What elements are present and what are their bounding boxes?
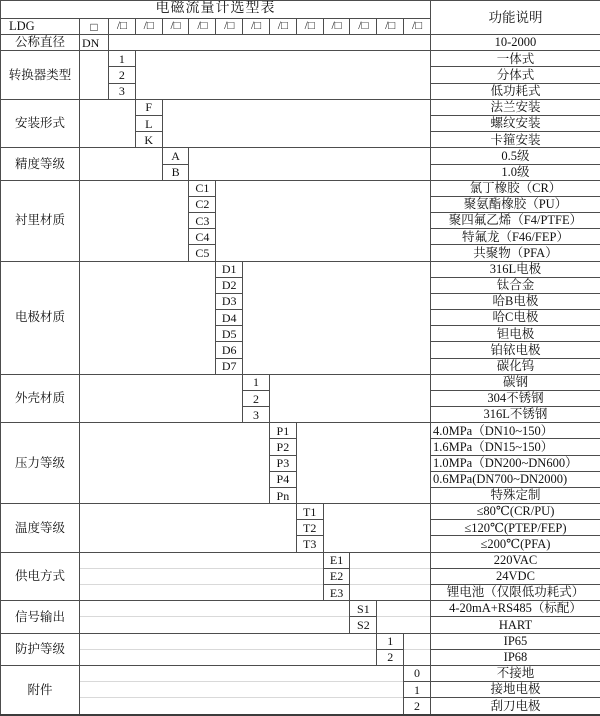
code-cell: 2 [377,649,404,665]
spacer-cell [80,682,404,698]
category-label: 附件 [1,665,80,715]
code-cell: A [162,148,189,164]
code-slot: /□ [323,18,350,34]
code-cell: 2 [109,67,136,83]
code-slot: /□ [296,18,323,34]
spacer-cell [80,584,324,600]
description-cell: 聚氨酯橡胶（PU） [430,196,600,212]
code-cell: D3 [216,293,243,309]
description-cell: 不接地 [430,665,600,681]
spacer-cell [80,180,189,261]
code-slot: /□ [162,18,189,34]
code-cell: Pn [269,487,296,503]
code-cell: K [135,132,162,148]
spacer-cell [80,601,350,617]
spacer-cell [80,374,243,423]
description-cell: 220VAC [430,552,600,568]
spacer-cell [80,423,270,504]
spacer-cell [243,261,431,374]
code-slot: /□ [377,18,404,34]
category-label: 外壳材质 [1,374,80,423]
spacer-cell [296,423,430,504]
description-cell: 铂铱电极 [430,342,600,358]
code-slot: /□ [404,18,431,34]
code-cell: D2 [216,277,243,293]
spacer-cell [350,568,431,584]
code-slot: /□ [216,18,243,34]
category-label: 精度等级 [1,148,80,180]
code-cell: T3 [296,536,323,552]
description-cell: 低功耗式 [430,83,600,99]
code-cell: 1 [243,374,270,390]
code-slot: /□ [350,18,377,34]
description-cell: 0.6MPa(DN700~DN2000) [430,471,600,487]
code-cell: P4 [269,471,296,487]
code-cell: 0 [404,665,431,681]
description-cell: 螺纹安装 [430,116,600,132]
description-cell: 接地电极 [430,682,600,698]
description-cell: 304不锈钢 [430,390,600,406]
code-cell: DN [80,35,109,51]
code-cell: C5 [189,245,216,261]
description-cell: ≤120℃(PTEP/FEP) [430,520,600,536]
code-cell: D6 [216,342,243,358]
code-slot: /□ [109,18,136,34]
description-cell: 0.5级 [430,148,600,164]
description-cell: 法兰安装 [430,99,600,115]
category-label: 安装形式 [1,99,80,148]
category-label: 信号输出 [1,601,80,633]
code-cell: 2 [404,698,431,715]
description-cell: 特氟龙（F46/FEP） [430,229,600,245]
description-cell: 10-2000 [430,35,600,51]
description-cell: IP68 [430,649,600,665]
spacer-cell [350,584,431,600]
description-cell: 钛合金 [430,277,600,293]
code-cell: C4 [189,229,216,245]
category-label: 温度等级 [1,504,80,553]
spacer-cell [80,633,377,649]
code-cell: E3 [323,584,350,600]
description-cell: 1.6MPa（DN15~150） [430,439,600,455]
description-cell: 哈B电极 [430,293,600,309]
description-cell: 特殊定制 [430,487,600,503]
description-cell: 碳钢 [430,374,600,390]
description-cell: 氯丁橡胶（CR） [430,180,600,196]
code-cell: 3 [243,407,270,423]
code-cell: 3 [109,83,136,99]
description-cell: HART [430,617,600,633]
spacer-cell [80,99,136,148]
category-label: 转换器类型 [1,51,80,100]
spacer-cell [269,374,430,423]
description-cell: 316L不锈钢 [430,407,600,423]
description-cell: 钽电极 [430,326,600,342]
spacer-cell [216,180,431,261]
code-cell: D1 [216,261,243,277]
description-cell: 24VDC [430,568,600,584]
code-cell: T1 [296,504,323,520]
code-cell: C3 [189,213,216,229]
spacer-cell [80,649,377,665]
code-cell: 2 [243,390,270,406]
code-slot: /□ [269,18,296,34]
code-cell: L [135,116,162,132]
code-cell: P1 [269,423,296,439]
spacer-cell [80,504,297,553]
category-label: 电极材质 [1,261,80,374]
code-slot: /□ [135,18,162,34]
spacer-cell [80,617,350,633]
description-cell: 刮刀电极 [430,698,600,715]
description-cell: 哈C电极 [430,310,600,326]
code-cell: D5 [216,326,243,342]
code-cell: D4 [216,310,243,326]
description-cell: ≤80℃(CR/PU) [430,504,600,520]
description-cell: 卡箍安装 [430,132,600,148]
description-cell: 1.0级 [430,164,600,180]
code-cell: 1 [109,51,136,67]
code-cell: 1 [377,633,404,649]
code-cell: C2 [189,196,216,212]
spacer-cell [80,51,109,100]
category-label: 防护等级 [1,633,80,665]
spacer-cell [189,148,430,180]
description-cell: 分体式 [430,67,600,83]
category-label: 衬里材质 [1,180,80,261]
spacer-cell [80,552,324,568]
code-box: □ [80,18,109,34]
description-cell: 共聚物（PFA） [430,245,600,261]
table-title: 电磁流量计选型表 [1,1,431,19]
description-cell: IP65 [430,633,600,649]
code-cell: T2 [296,520,323,536]
spacer-cell [80,698,404,715]
code-cell: B [162,164,189,180]
category-label: 公称直径 [1,35,80,51]
spacer-cell [377,601,431,617]
description-cell: ≤200℃(PFA) [430,536,600,552]
code-cell: P3 [269,455,296,471]
spacer-cell [350,552,431,568]
description-cell: 锂电池（仅限低功耗式） [430,584,600,600]
description-cell: 4.0MPa（DN10~150） [430,423,600,439]
spacer-cell [162,99,430,148]
code-cell: S1 [350,601,377,617]
code-cell: E1 [323,552,350,568]
spacer-cell [404,633,431,649]
description-cell: 一体式 [430,51,600,67]
spacer-cell [404,649,431,665]
spacer-cell [80,568,324,584]
code-cell: P2 [269,439,296,455]
code-cell: F [135,99,162,115]
code-slot: /□ [243,18,270,34]
spacer-cell [80,261,216,374]
description-cell: 4-20mA+RS485（标配） [430,601,600,617]
category-label: 供电方式 [1,552,80,601]
model-code-label: LDG [1,18,80,34]
spacer-cell [80,665,404,681]
code-cell: D7 [216,358,243,374]
description-cell: 316L电极 [430,261,600,277]
code-cell: E2 [323,568,350,584]
code-cell: C1 [189,180,216,196]
spacer-cell [135,51,430,100]
description-cell: 1.0MPa（DN200~DN600） [430,455,600,471]
spacer-cell [109,35,431,51]
function-column-header: 功能说明 [430,1,600,35]
code-cell: S2 [350,617,377,633]
code-cell: 1 [404,682,431,698]
spacer-cell [323,504,430,553]
spacer-cell [377,617,431,633]
description-cell: 聚四氟乙烯（F4/PTFE） [430,213,600,229]
category-label: 压力等级 [1,423,80,504]
description-cell: 碳化钨 [430,358,600,374]
spacer-cell [80,148,163,180]
code-slot: /□ [189,18,216,34]
